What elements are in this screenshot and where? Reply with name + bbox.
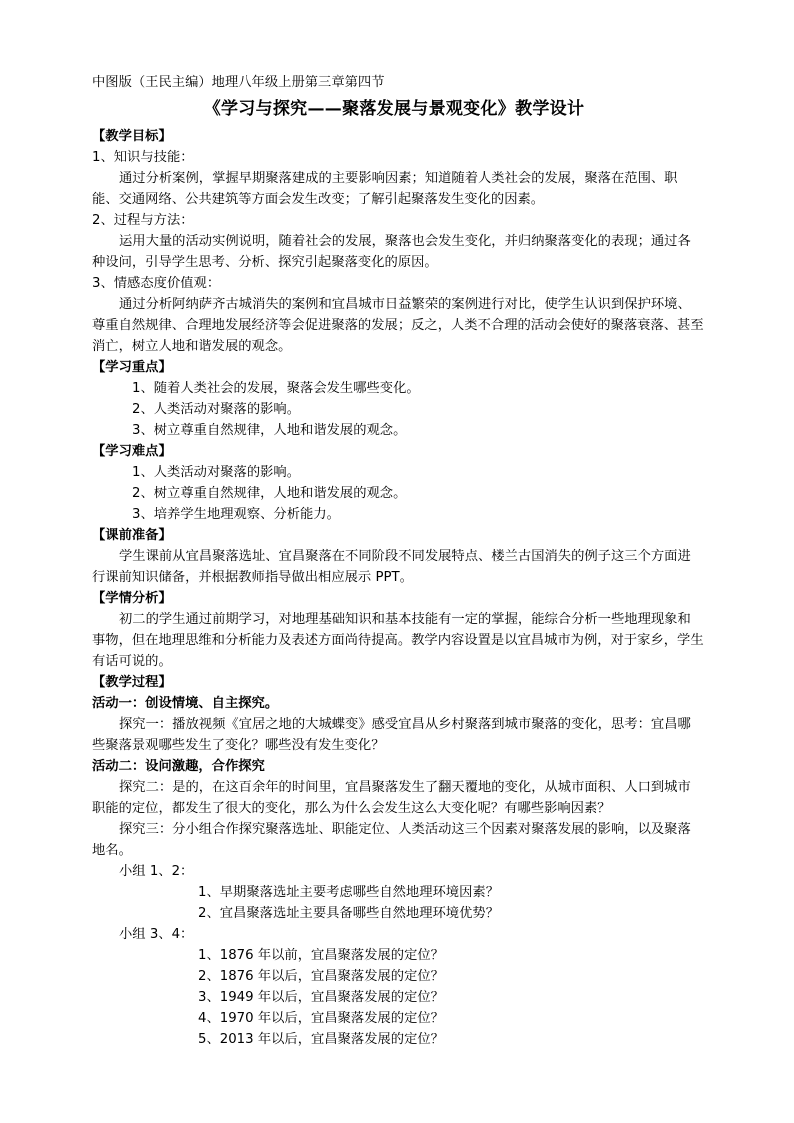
preparation-text: 学生课前从宜昌聚落选址、宜昌聚落在不同阶段不同发展特点、楼兰古国消失的例子这三个方面进行课前知识储备，并根据教师指导做出相应展示 PPT。: [92, 549, 691, 585]
activity-two-title: 活动二：设问激趣，合作探究: [92, 759, 265, 774]
document-subtitle: 中图版（王民主编）地理八年级上册第三章第四节: [92, 75, 385, 90]
document-title: 《学习与探究——聚落发展与景观变化》教学设计: [203, 99, 585, 119]
knowledge-skills-heading: 1、知识与技能：: [92, 150, 194, 165]
document-page: [92, 72, 704, 1050]
preparation-heading: 【课前准备】: [92, 528, 172, 543]
difficulty-item: 2、树立尊重自然规律，人地和谐发展的观念。: [132, 486, 407, 501]
group-34-question: 3、1949 年以后，宜昌聚落发展的定位？: [198, 990, 444, 1005]
process-heading: 【教学过程】: [92, 675, 172, 690]
group-34-question: 2、1876 年以后，宜昌聚落发展的定位？: [198, 969, 444, 984]
key-point-item: 2、人类活动对聚落的影响。: [132, 402, 301, 417]
group-12-question: 1、早期聚落选址主要考虑哪些自然地理环境因素？: [198, 885, 499, 900]
knowledge-skills-text: 通过分析案例，掌握早期聚落建成的主要影响因素；知道随着人类社会的发展，聚落在范围、职能、交通网络、公共建筑等方面会发生改变；了解引起聚落发生变化的因素。: [92, 171, 678, 207]
explore-two-text: 探究二：是的，在这百余年的时间里，宜昌聚落发生了翻天覆地的变化，从城市面积、人口到城市职能的定位，都发生了很大的变化，那么为什么会发生这么大变化呢？有哪些影响因素？: [92, 780, 691, 816]
difficulty-item: 1、人类活动对聚落的影响。: [132, 465, 301, 480]
difficulty-item: 3、培养学生地理观察、分析能力。: [132, 507, 340, 522]
group-34-question: 5、2013 年以后，宜昌聚落发展的定位？: [198, 1032, 444, 1047]
group-34-label: 小组 3、4：: [119, 927, 194, 942]
group-34-question: 1、1876 年以前，宜昌聚落发展的定位？: [198, 948, 444, 963]
analysis-text: 初二的学生通过前期学习，对地理基础知识和基本技能有一定的掌握，能综合分析一些地理现象和事物，但在地理思维和分析能力及表述方面尚待提高。教学内容设置是以宜昌城市为例，对于家乡，学生有话可说的。: [92, 612, 704, 669]
analysis-heading: 【学情分析】: [92, 591, 172, 606]
explore-three-text: 探究三：分小组合作探究聚落选址、职能定位、人类活动这三个因素对聚落发展的影响，以及聚落地名。: [92, 822, 691, 858]
values-text: 通过分析阿纳萨齐古城消失的案例和宜昌城市日益繁荣的案例进行对比，使学生认识到保护环境、尊重自然规律、合理地发展经济等会促进聚落的发展；反之，人类不合理的活动会使好的聚落衰落、甚至消亡，树立人地和谐发展的观念。: [92, 297, 704, 354]
explore-one-text: 探究一：播放视频《宜居之地的大城蝶变》感受宜昌从乡村聚落到城市聚落的变化，思考：宜昌哪些聚落景观哪些发生了变化？哪些没有发生变化？: [92, 717, 691, 753]
group-12-label: 小组 1、2：: [119, 864, 194, 879]
key-point-item: 3、树立尊重自然规律，人地和谐发展的观念。: [132, 423, 407, 438]
process-methods-heading: 2、过程与方法：: [92, 213, 194, 228]
difficulties-heading: 【学习难点】: [92, 444, 172, 459]
key-point-item: 1、随着人类社会的发展，聚落会发生哪些变化。: [132, 381, 420, 396]
process-methods-text: 运用大量的活动实例说明，随着社会的发展，聚落也会发生变化，并归纳聚落变化的表现；通过各种设问，引导学生思考、分析、探究引起聚落变化的原因。: [92, 234, 691, 270]
key-points-heading: 【学习重点】: [92, 360, 172, 375]
group-34-question: 4、1970 年以后，宜昌聚落发展的定位？: [198, 1011, 444, 1026]
activity-one-title: 活动一：创设情境、自主探究。: [92, 696, 279, 711]
objectives-heading: 【教学目标】: [92, 129, 172, 144]
group-12-question: 2、宜昌聚落选址主要具备哪些自然地理环境优势？: [198, 906, 499, 921]
values-heading: 3、情感态度价值观：: [92, 276, 221, 291]
